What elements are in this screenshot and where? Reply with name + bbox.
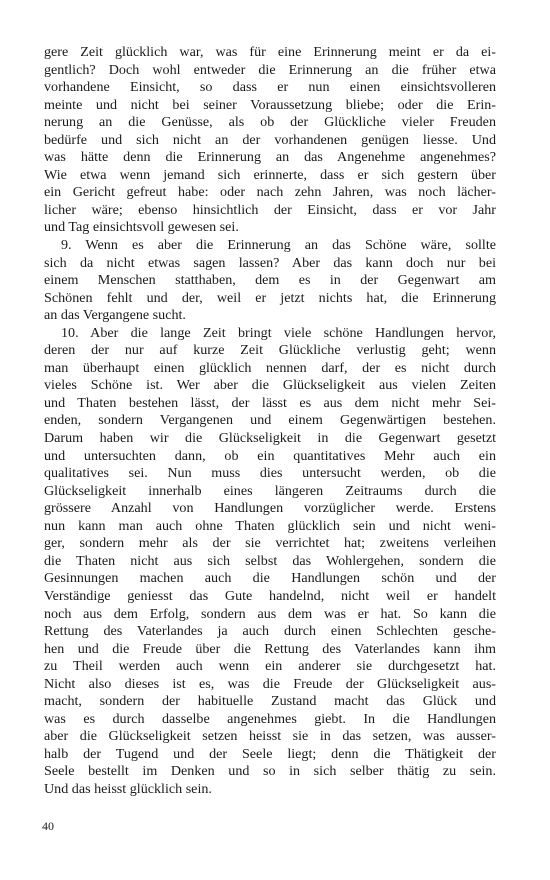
text-line: ger, sondern mehr als der sie verrichtet hat; zweitens verleihen — [44, 535, 496, 552]
text-line: gere Zeit glücklich war, was für eine Erinnerung meint er da ei- — [44, 44, 496, 60]
text-line: ein Gericht gefreut habe: oder nach zehn Jahren, was noch lächer- — [44, 184, 496, 201]
text-line: meinte und nicht bei seiner Voraussetzung bliebe; oder die Erin- — [44, 96, 496, 113]
text-line: und untersuchten dann, ob ein quantitatives Mehr auch ein — [44, 447, 496, 464]
text-line: gentlich? Doch wohl entweder die Erinnerung an die früher etwa — [44, 61, 496, 78]
text-line: man überhaupt einen glücklich nennen darf, der es nicht durch — [44, 359, 496, 376]
text-line: aber die Glückseligkeit setzen heisst sie in das setzen, was ausser- — [44, 728, 496, 745]
text-line: deren der nur auf kurze Zeit Glückliche verlustig geht; wenn — [44, 342, 496, 359]
text-line: vorhandene Einsicht, so dass er nun einen einsichtsvolleren — [44, 79, 496, 96]
text-line: sich da nicht etwas sagen lassen? Aber das kann doch nur bei — [44, 254, 496, 271]
text-line: was hätte denn die Erinnerung an das Angenehme angenehmes? — [44, 149, 496, 166]
body-text — [44, 44, 496, 799]
text-line: Verständige geniesst das Gute handelnd, nicht weil er handelt — [44, 587, 496, 604]
text-line: und Tag einsichtsvoll gewesen sei. — [44, 219, 239, 236]
text-line: hen und die Freude über die Rettung des Vaterlandes kann ihm — [44, 640, 496, 657]
text-line: grössere Anzahl von Handlungen vorzüglicher werde. Erstens — [44, 500, 496, 517]
text-line: bedürfe und sich nicht an der vorhandenen genügen liesse. Und — [44, 131, 496, 148]
text-line: licher wäre; ebenso hinsichtlich der Einsicht, dass er vor Jahr — [44, 201, 496, 218]
text-line: noch aus dem Erfolg, sondern aus dem was er hat. So kann die — [44, 605, 496, 622]
text-line: die Thaten nicht aus sich selbst das Wohlergehen, sondern die — [44, 552, 496, 569]
text-line: nun kann man auch ohne Thaten glücklich sein und nicht weni- — [44, 517, 496, 534]
text-line: Wie etwa wenn jemand sich erinnerte, dass er sich gestern über — [44, 166, 496, 183]
text-line: qualitatives sei. Nun muss dies untersucht werden, ob die — [44, 465, 496, 482]
text-line: vieles Schöne ist. Wer aber die Glückseligkeit aus vielen Zeiten — [44, 377, 496, 394]
paragraph-10-start: 10. Aber die lange Zeit bringt viele schöne Handlungen hervor, — [61, 324, 496, 341]
text-line: enden, sondern Vergangenen und einem Gegenwärtigen bestehen. — [44, 412, 496, 429]
text-line: Nicht also dieses ist es, was die Freude der Glückseligkeit aus- — [44, 675, 496, 692]
page-number: 40 — [42, 819, 54, 833]
text-line: und Thaten bestehen lässt, der lässt es aus dem nicht mehr Sei- — [44, 394, 496, 411]
text-line: an das Vergangene sucht. — [44, 307, 186, 324]
text-line: nerung an die Genüsse, als ob der Glückliche vieler Freuden — [44, 114, 496, 131]
text-line: Gesinnungen machen auch die Handlungen schön und der — [44, 570, 496, 587]
text-line: Und das heisst glücklich sein. — [44, 780, 212, 797]
text-line: zu Theil werden auch wenn ein anderer sie durchgesetzt hat. — [44, 658, 496, 675]
text-line: einem Menschen statthaben, dem es in der Gegenwart am — [44, 272, 496, 289]
text-line: halb der Tugend und der Seele liegt; denn die Thätigkeit der — [44, 745, 496, 762]
text-line: was es durch dasselbe angenehmes giebt. In die Handlungen — [44, 710, 496, 727]
paragraph-9-start: 9. Wenn es aber die Erinnerung an das Schöne wäre, sollte — [61, 237, 496, 254]
text-line: Rettung des Vaterlandes ja auch durch einen Schlechten gesche- — [44, 623, 496, 640]
text-line: Darum haben wir die Glückseligkeit in die Gegenwart gesetzt — [44, 430, 496, 447]
text-line: Glückseligkeit innerhalb eines längeren Zeitraums durch die — [44, 482, 496, 499]
text-line: Seele bestellt im Denken und so in sich selber thätig zu sein. — [44, 763, 496, 780]
text-line: Schönen fehlt und der, weil er jetzt nichts hat, die Erinnerung — [44, 289, 496, 306]
text-line: macht, sondern der habituelle Zustand macht das Glück und — [44, 693, 496, 710]
